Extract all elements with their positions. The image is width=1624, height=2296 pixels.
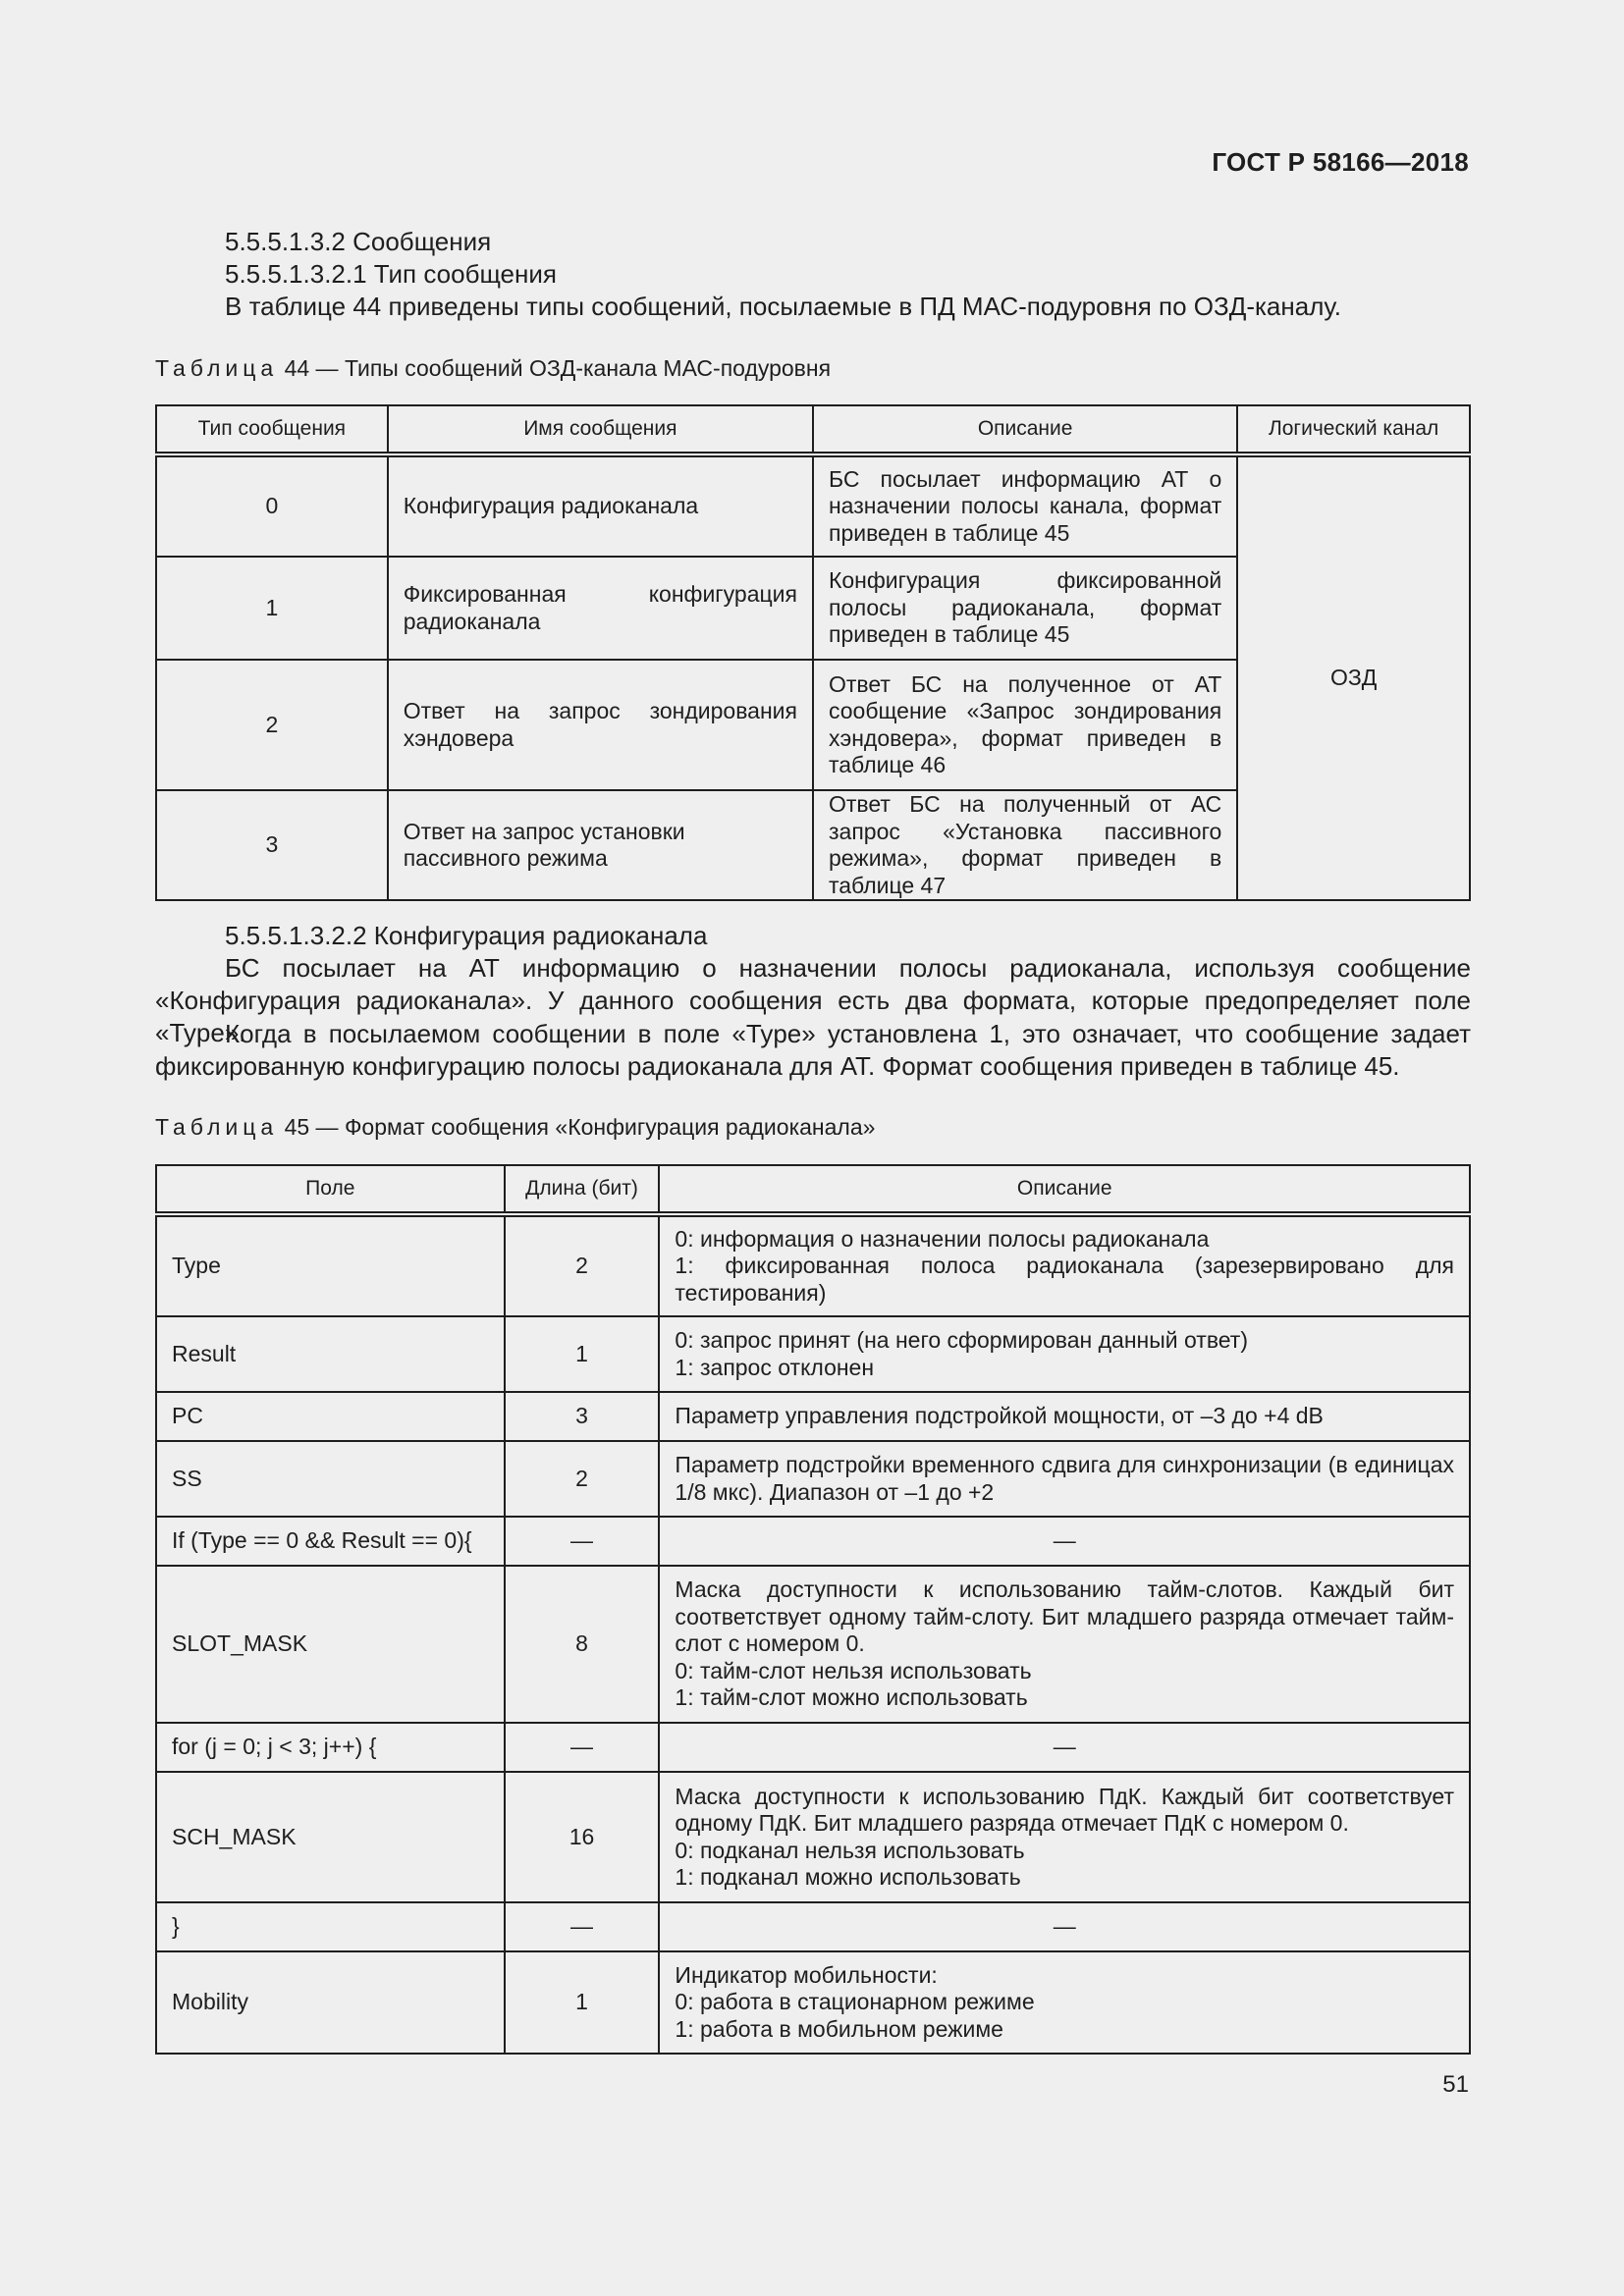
- bit-length-cell: —: [505, 1517, 660, 1566]
- table-row: [156, 1316, 1470, 1392]
- desc-line: 0: запрос принят (на него сформирован данный ответ): [675, 1327, 1248, 1353]
- desc-line: 1: работа в мобильном режиме: [675, 2015, 1003, 2042]
- paragraph-radio-config-2: Когда в посылаемом сообщении в поле «Type» установлена 1, это означает, что сообщение задает фиксированную конфигурацию полосы радиоканала для АТ. Формат сообщения приведен в таблице 45.: [155, 1019, 1471, 1081]
- message-name-cell: Ответ на запрос установки пассивного режима: [388, 790, 813, 900]
- field-desc-cell: [659, 1772, 1470, 1902]
- paragraph-intro: В таблице 44 приведены типы сообщений, посылаемые в ПД МАС-подуровня по ОЗД-каналу.: [225, 292, 1341, 321]
- table44-header-type: Тип сообщения: [156, 405, 388, 454]
- table-45: [155, 1164, 1471, 2055]
- table44-caption: [155, 355, 831, 382]
- desc-line: —: [1053, 1527, 1076, 1554]
- field-desc-cell: [659, 1316, 1470, 1392]
- field-desc-cell: [659, 1902, 1470, 1951]
- field-name-cell: If (Type == 0 && Result == 0){: [156, 1517, 505, 1566]
- desc-line: —: [1053, 1734, 1076, 1760]
- field-name-cell: for (j = 0; j < 3; j++) {: [156, 1723, 505, 1772]
- desc-line: 1: запрос отклонен: [675, 1354, 875, 1380]
- section-heading-message-type: 5.5.5.1.3.2.1 Тип сообщения: [225, 259, 557, 289]
- bit-length-cell: 2: [505, 1441, 660, 1517]
- message-desc-cell: БС посылает информацию АТ о назначении полосы канала, формат приведен в таблице 45: [813, 454, 1237, 557]
- desc-line: 1: подканал можно использовать: [675, 1864, 1021, 1890]
- field-desc-cell: [659, 1951, 1470, 2054]
- desc-line: Маска доступности к использованию ПдК. Каждый бит соответствует одному ПдК. Бит младшего разряда отмечает ПдК с номером 0.: [675, 1783, 1454, 1836]
- desc-line: —: [1053, 1913, 1076, 1940]
- field-name-cell: SLOT_MASK: [156, 1566, 505, 1723]
- field-desc-cell: [659, 1723, 1470, 1772]
- table-row: [156, 454, 1470, 557]
- field-name-cell: PC: [156, 1392, 505, 1441]
- table-44: [155, 404, 1471, 901]
- field-desc-cell: [659, 1566, 1470, 1723]
- table45-header-field: Поле: [156, 1165, 505, 1214]
- section-heading-messages: 5.5.5.1.3.2 Сообщения: [225, 227, 492, 256]
- table-row: [156, 1517, 1470, 1566]
- section-heading-radio-config: 5.5.5.1.3.2.2 Конфигурация радиоканала: [225, 921, 708, 950]
- table-row: [156, 1566, 1470, 1723]
- field-desc-cell: [659, 1214, 1470, 1316]
- desc-line: Параметр управления подстройкой мощности, от –3 до +4 dB: [675, 1403, 1324, 1429]
- field-name-cell: Mobility: [156, 1951, 505, 2054]
- desc-line: 1: фиксированная полоса радиоканала (зарезервировано для тестирования): [675, 1253, 1454, 1306]
- field-name-cell: SS: [156, 1441, 505, 1517]
- bit-length-cell: 1: [505, 1951, 660, 2054]
- desc-line: 0: тайм-слот нельзя использовать: [675, 1657, 1032, 1683]
- table44-header-channel: Логический канал: [1237, 405, 1470, 454]
- field-name-cell: Result: [156, 1316, 505, 1392]
- message-type-cell: 3: [156, 790, 388, 900]
- desc-line: Параметр подстройки временного сдвига для синхронизации (в единицах 1/8 мкс). Диапазон от –1 до +2: [675, 1452, 1454, 1505]
- desc-line: 0: работа в стационарном режиме: [675, 1989, 1035, 2015]
- desc-line: Маска доступности к использованию тайм-слотов. Каждый бит соответствует одному тайм-слоту. Бит младшего разряда отмечает тайм-слот с номером 0.: [675, 1576, 1454, 1657]
- table-row: [156, 1214, 1470, 1316]
- bit-length-cell: —: [505, 1902, 660, 1951]
- message-name-cell: Ответ на запрос зондирования хэндовера: [388, 660, 813, 790]
- paragraph-radio-config-1: БС посылает на АТ информацию о назначении полосы радиоканала, используя сообщение «Конфигурация радиоканала». У данного сообщения есть два формата, которые предопределяет поле «Type».: [155, 953, 1471, 1047]
- field-desc-cell: [659, 1517, 1470, 1566]
- field-name-cell: SCH_MASK: [156, 1772, 505, 1902]
- bit-length-cell: —: [505, 1723, 660, 1772]
- desc-line: 0: подканал нельзя использовать: [675, 1837, 1025, 1863]
- message-desc-cell: Конфигурация фиксированной полосы радиоканала, формат приведен в таблице 45: [813, 557, 1237, 660]
- desc-line: 1: тайм-слот можно использовать: [675, 1684, 1028, 1711]
- table45-caption-word: Таблица: [155, 1114, 279, 1140]
- message-desc-cell: Ответ БС на полученное от АТ сообщение «Запрос зондирования хэндовера», формат приведен в таблице 46: [813, 660, 1237, 790]
- table-row: [156, 1772, 1470, 1902]
- table44-caption-word: Таблица: [155, 355, 279, 381]
- message-type-cell: 0: [156, 454, 388, 557]
- field-name-cell: }: [156, 1902, 505, 1951]
- field-name-cell: Type: [156, 1214, 505, 1316]
- desc-line: 0: информация о назначении полосы радиоканала: [675, 1225, 1210, 1252]
- bit-length-cell: 8: [505, 1566, 660, 1723]
- table45-header-desc: Описание: [659, 1165, 1470, 1214]
- table44-header-desc: Описание: [813, 405, 1237, 454]
- logical-channel-cell: ОЗД: [1237, 454, 1470, 900]
- table-row: [156, 1441, 1470, 1517]
- bit-length-cell: 1: [505, 1316, 660, 1392]
- message-type-cell: 1: [156, 557, 388, 660]
- table-row: [156, 1392, 1470, 1441]
- message-name-cell: Фиксированная конфигурация радиоканала: [388, 557, 813, 660]
- table-row: [156, 1902, 1470, 1951]
- message-desc-cell: Ответ БС на полученный от АС запрос «Установка пассивного режима», формат приведен в таблице 47: [813, 790, 1237, 900]
- table-row: [156, 1951, 1470, 2054]
- table44-caption-text: 44 — Типы сообщений ОЗД-канала МАС-подуровня: [284, 355, 832, 381]
- bit-length-cell: 3: [505, 1392, 660, 1441]
- table45-body: [156, 1214, 1470, 2054]
- bit-length-cell: 2: [505, 1214, 660, 1316]
- table45-caption-text: 45 — Формат сообщения «Конфигурация радиоканала»: [284, 1114, 876, 1140]
- desc-line: Индикатор мобильности:: [675, 1961, 938, 1988]
- document-id: ГОСТ Р 58166—2018: [1212, 147, 1469, 177]
- table-row: [156, 1723, 1470, 1772]
- message-name-cell: Конфигурация радиоканала: [388, 454, 813, 557]
- page-number: 51: [1442, 2071, 1469, 2098]
- field-desc-cell: [659, 1392, 1470, 1441]
- message-type-cell: 2: [156, 660, 388, 790]
- table45-caption: [155, 1114, 875, 1141]
- field-desc-cell: [659, 1441, 1470, 1517]
- bit-length-cell: 16: [505, 1772, 660, 1902]
- table45-header-length: Длина (бит): [505, 1165, 660, 1214]
- table44-header-name: Имя сообщения: [388, 405, 813, 454]
